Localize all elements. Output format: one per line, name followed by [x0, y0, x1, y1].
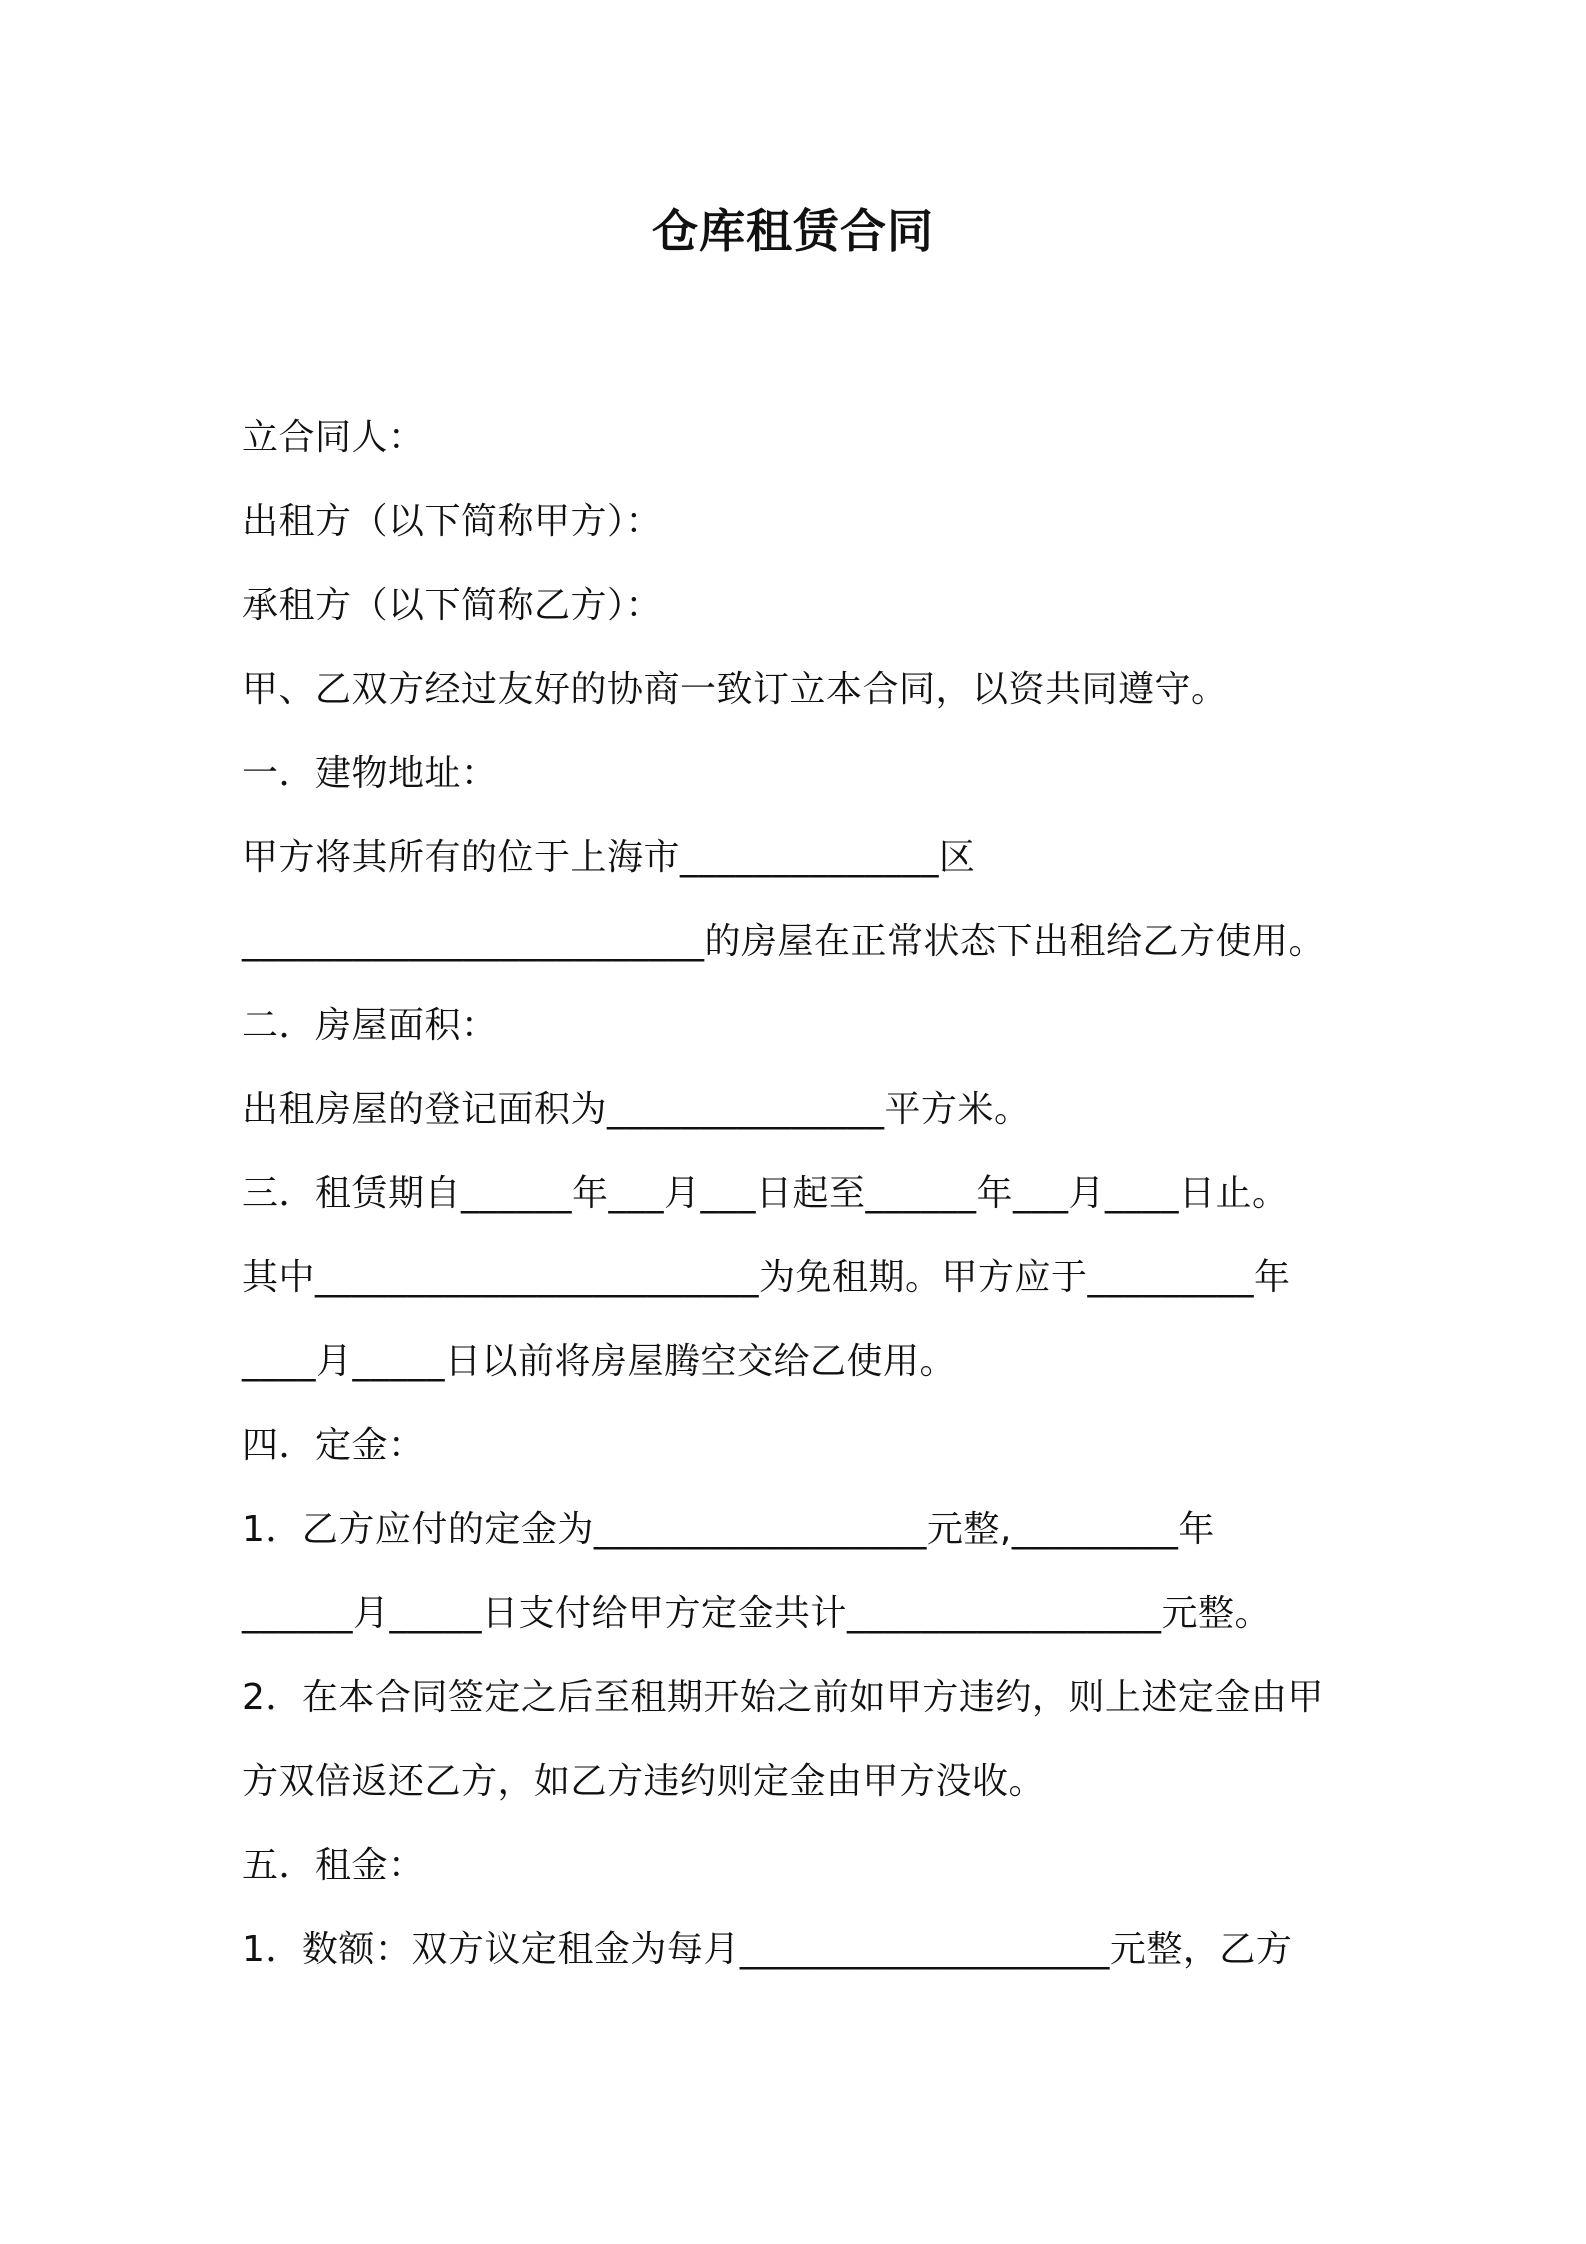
document-title: 仓库租赁合同	[652, 204, 934, 258]
section-heading-deposit: 四．定金：	[242, 1425, 425, 1466]
contract-line-parties: 立合同人：	[242, 417, 425, 458]
contract-line-deposit-2: ______月_____日支付给甲方定金共计_________________元整。	[242, 1593, 1272, 1634]
contract-line-area: 出租房屋的登记面积为_______________平方米。	[242, 1089, 1031, 1130]
contract-line-address-2: _________________________的房屋在正常状态下出租给乙方使用。	[242, 921, 1326, 962]
contract-line-rent-amount: 1．数额：双方议定租金为每月____________________元整，乙方	[242, 1929, 1293, 1970]
contract-line-rent-free-2: ____月_____日以前将房屋腾空交给乙使用。	[242, 1341, 957, 1382]
contract-line-deposit-4: 方双倍返还乙方，如乙方违约则定金由甲方没收。	[242, 1761, 1046, 1802]
contract-line-address-1: 甲方将其所有的位于上海市______________区	[242, 837, 976, 878]
section-heading-rent: 五．租金：	[242, 1845, 425, 1886]
contract-line-lessee: 承租方（以下简称乙方）：	[242, 585, 663, 626]
contract-line-rent-free-1: 其中________________________为免租期。甲方应于_________年	[242, 1257, 1291, 1298]
contract-line-deposit-3: 2．在本合同签定之后至租期开始之前如甲方违约，则上述定金由甲	[242, 1677, 1324, 1718]
contract-line-deposit-1: 1．乙方应付的定金为__________________元整,_________年	[242, 1509, 1215, 1550]
contract-line-preamble: 甲、乙双方经过友好的协商一致订立本合同，以资共同遵守。	[242, 669, 1228, 710]
contract-line-lessor: 出租方（以下简称甲方）：	[242, 501, 663, 542]
contract-line-lease-term: 三．租赁期自______年___月___日起至______年___月____日止。	[242, 1173, 1289, 1214]
section-heading-area: 二．房屋面积：	[242, 1005, 498, 1046]
section-heading-address: 一．建物地址：	[242, 753, 498, 794]
